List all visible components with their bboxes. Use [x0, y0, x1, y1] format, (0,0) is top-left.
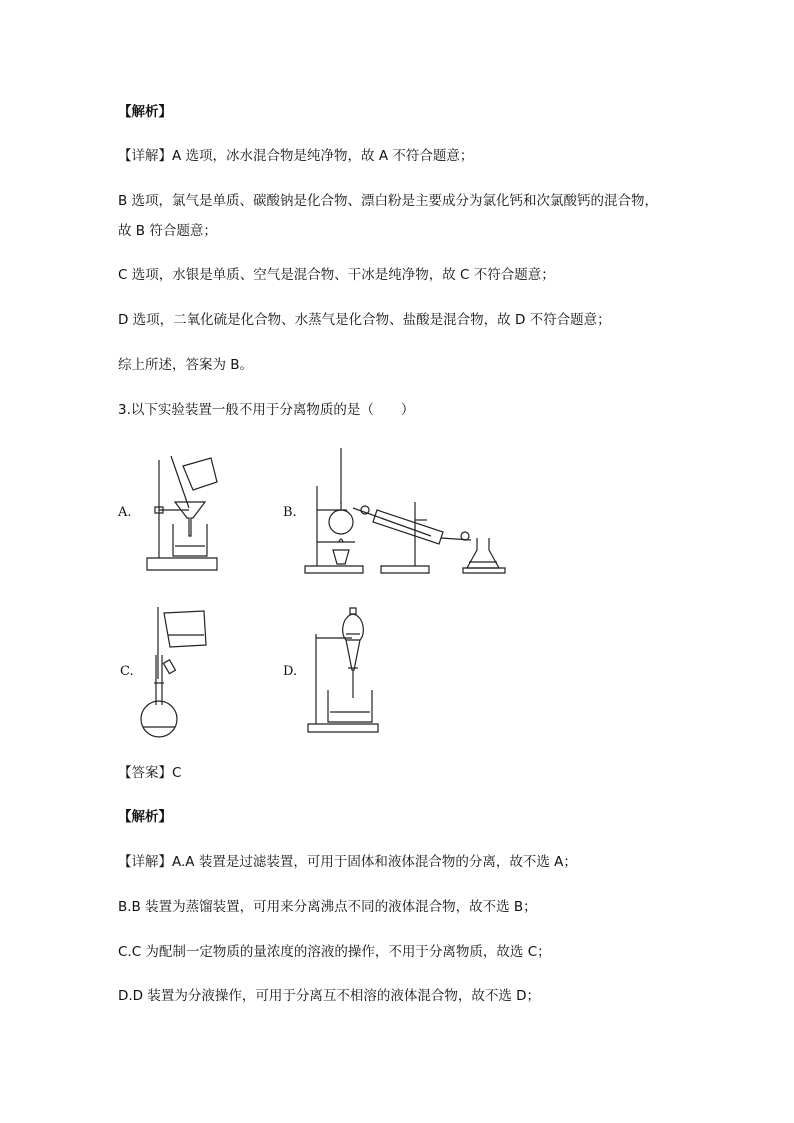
- detail-a-line: 【详解】A.A 装置是过滤装置，可用于固体和液体混合物的分离，故不选 A；: [118, 854, 577, 870]
- option-c-label: C.: [120, 664, 134, 679]
- answer-line: 【答案】C: [118, 765, 182, 781]
- option-a-label: A.: [118, 505, 132, 520]
- option-d-explanation: D 选项，二氧化硫是化合物、水蒸气是化合物、盐酸是混合物，故 D 不符合题意；: [118, 312, 611, 328]
- detail-line: 【详解】A 选项，冰水混合物是纯净物，故 A 不符合题意；: [118, 148, 474, 164]
- detail-c-line: C.C 为配制一定物质的量浓度的溶液的操作，不用于分离物质，故选 C；: [118, 944, 551, 960]
- option-c-explanation: C 选项，水银是单质、空气是混合物、干冰是纯净物，故 C 不符合题意；: [118, 267, 555, 283]
- analysis-heading-2: 【解析】: [118, 809, 172, 825]
- distillation-apparatus-icon: [303, 446, 508, 576]
- option-b-label: B.: [283, 505, 297, 520]
- option-d-label: D.: [283, 664, 298, 679]
- question-text: 3.以下实验装置一般不用于分离物质的是（ ）: [118, 402, 415, 418]
- option-b-explanation-line1: B 选项，氯气是单质、碳酸钠是化合物、漂白粉是主要成分为氯化钙和次氯酸钙的混合物，: [118, 193, 659, 209]
- analysis-heading: 【解析】: [118, 104, 172, 120]
- detail-d-line: D.D 装置为分液操作，可用于分离互不相溶的液体混合物，故不选 D；: [118, 988, 541, 1004]
- volumetric-flask-icon: [138, 605, 212, 741]
- option-b-explanation-line2: 故 B 符合题意；: [118, 223, 217, 239]
- filtration-apparatus-icon: [145, 452, 220, 574]
- separatory-funnel-icon: [306, 606, 382, 736]
- summary-line: 综上所述，答案为 B。: [118, 357, 254, 373]
- detail-b-line: B.B 装置为蒸馏装置，可用来分离沸点不同的液体混合物，故不选 B；: [118, 899, 537, 915]
